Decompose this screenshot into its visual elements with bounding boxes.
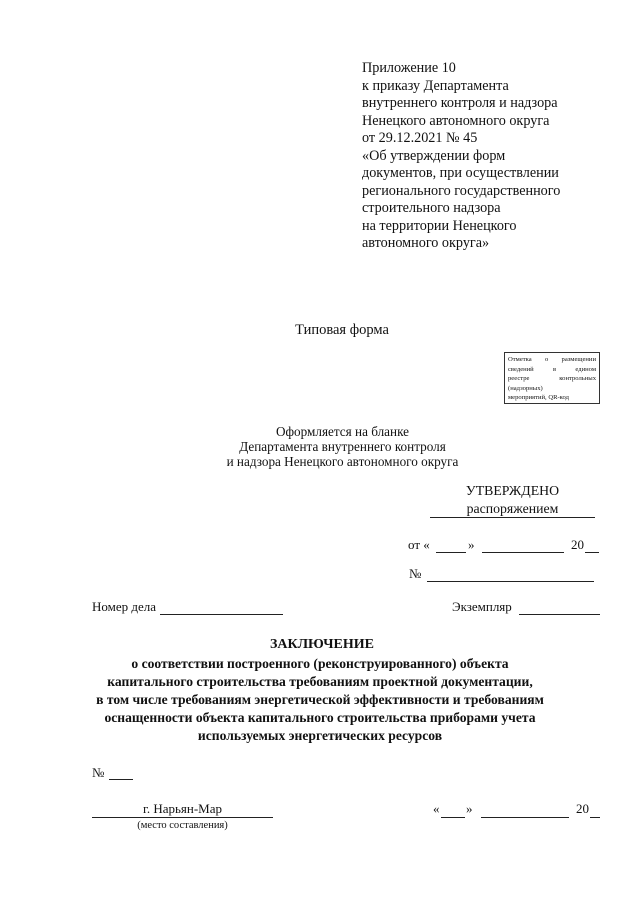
approved-label: УТВЕРЖДЕНО [465, 483, 560, 498]
place-caption: (место составления) [137, 820, 228, 831]
place-value: г. Нарьян-Мар [142, 801, 223, 816]
document-subtitle-line: оснащенности объекта капитального строительства приборами учета [104, 710, 536, 725]
footer-month-field[interactable] [481, 817, 569, 818]
stamp-line: реестре контрольных [508, 375, 596, 382]
footer-year-prefix: 20 [576, 801, 589, 816]
appendix-block [362, 60, 632, 253]
case-number-label: Номер дела [92, 599, 157, 614]
document-title: ЗАКЛЮЧЕНИЕ [269, 637, 375, 652]
stamp-line: сведений в едином [508, 365, 596, 373]
blank-note-line: и надзора Ненецкого автономного округа [226, 454, 459, 469]
approval-number-label: № [409, 566, 422, 581]
appendix-line: «Об утверждении форм [362, 147, 506, 164]
footer-year-field[interactable] [590, 817, 600, 818]
form-type-title: Типовая форма [295, 322, 389, 338]
place-underline[interactable] [92, 817, 273, 818]
stamp-line: (надзорных) [508, 384, 543, 392]
appendix-line: документов, при осуществлении [362, 165, 559, 181]
document-subtitle-line: о соответствии построенного (реконструированного) объекта [131, 656, 509, 671]
approval-block [430, 482, 595, 518]
approval-year-prefix: 20 [571, 537, 584, 552]
blank-note-line: Департамента внутреннего контроля [239, 439, 446, 454]
appendix-line: Ненецкого автономного округа [362, 112, 550, 129]
qr-stamp-box [504, 352, 600, 404]
approval-date-prefix: от « [408, 537, 430, 552]
document-subtitle-line: капитального строительства требованиям проектной документации, [107, 674, 533, 689]
copy-label: Экземпляр [452, 599, 512, 614]
stamp-line: Отметка о размещении [508, 356, 596, 363]
appendix-line: строительного надзора [362, 200, 501, 216]
case-number-field[interactable] [160, 614, 283, 615]
appendix-line: Приложение 10 [362, 60, 456, 76]
conclusion-number-field[interactable] [109, 779, 133, 780]
approval-date-mid: » [468, 537, 475, 552]
footer-open-quote: « [433, 801, 440, 816]
stamp-line: мероприятий, QR-код [508, 394, 570, 401]
appendix-line: к приказу Департамента [362, 77, 509, 94]
appendix-line: внутреннего контроля и надзора [362, 95, 558, 111]
approval-number-field[interactable] [427, 581, 594, 582]
appendix-line: на территории Ненецкого [362, 217, 517, 234]
appendix-line: регионального государственного [362, 182, 561, 199]
footer-day-field[interactable] [441, 817, 465, 818]
approval-month-field[interactable] [482, 552, 564, 553]
conclusion-number-label: № [92, 765, 105, 780]
approval-year-field[interactable] [585, 552, 599, 553]
approval-day-field[interactable] [436, 552, 466, 553]
blank-note [210, 424, 475, 469]
approval-underline [430, 517, 595, 518]
appendix-line: автономного округа» [362, 235, 490, 251]
appendix-line: от 29.12.2021 № 45 [362, 130, 478, 146]
document-subtitle-line: используемых энергетических ресурсов [197, 728, 443, 743]
footer-close-quote: » [466, 801, 473, 816]
approved-by: распоряжением [466, 501, 559, 516]
blank-note-line: Оформляется на бланке [275, 424, 410, 439]
document-subtitle-line: в том числе требованиям энергетической эффективности и требованиям [96, 692, 544, 707]
copy-field[interactable] [519, 614, 600, 615]
